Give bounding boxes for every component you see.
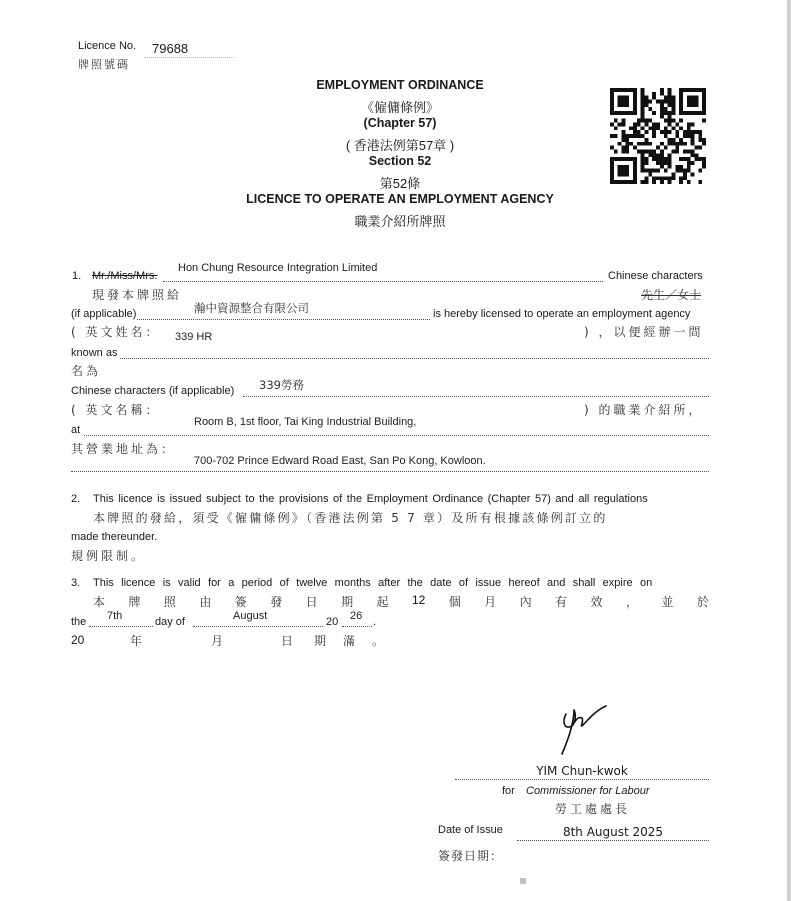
date-of-issue-label-cn: 簽發日期： <box>438 849 504 863</box>
ordinance-title-cn: 《僱傭條例》 <box>360 100 439 115</box>
expiry-year-suffix: 26 <box>350 610 363 622</box>
handwritten-signature <box>552 700 632 758</box>
cn-year: 年 <box>130 634 146 648</box>
section-1-number: 1. <box>72 270 82 282</box>
section-3-number: 3. <box>71 577 81 589</box>
section-3-cn-char: 牌 <box>128 595 141 609</box>
section-3-cn-char: 於 <box>696 595 709 609</box>
licence-number-label: Licence No. <box>78 40 137 52</box>
section-3-cn-char: 月 <box>484 595 497 609</box>
for-label: for <box>502 785 515 797</box>
licence-number: 79688 <box>152 41 189 56</box>
day-of-label: day of <box>155 616 185 628</box>
year-prefix-cn: 20 <box>71 633 85 647</box>
address-line-2: 700-702 Prince Edward Road East, San Po Kong, Kowloon. <box>194 455 486 467</box>
section-2-text-cn-cont: 規例限制。 <box>71 549 147 563</box>
licensee-name-cn: 瀚中資源整合有限公司 <box>194 301 309 315</box>
chinese-characters-label: Chinese characters <box>608 270 703 282</box>
agency-name-en: 339 HR <box>175 331 213 343</box>
section-3-cn-char: 12 <box>411 593 426 607</box>
qr-code-icon <box>610 88 706 184</box>
address-label-cn: 其營業地址為： <box>71 442 177 456</box>
section-3-cn-char: 本 <box>93 595 106 609</box>
known-as-label-cn: 名為 <box>71 364 102 378</box>
section-3-cn-char: 內 <box>519 595 532 609</box>
year-line <box>342 626 372 627</box>
commissioner-title-cn: 勞工處處長 <box>555 802 631 816</box>
licensee-name-en: Hon Chung Resource Integration Limited <box>178 262 378 274</box>
section-3-cn-char: 由 <box>199 595 212 609</box>
known-as-line <box>120 358 709 359</box>
expiry-month: August <box>233 610 268 622</box>
day-line <box>89 626 153 627</box>
section-3-cn-char: 起 <box>376 595 389 609</box>
address-line-2-dots <box>71 471 709 472</box>
section-3-cn-char: 效 <box>590 595 603 609</box>
at-label: at <box>71 424 81 436</box>
licence-number-underline <box>144 57 234 58</box>
licence-title-cn: 職業介紹所牌照 <box>354 214 446 229</box>
address-line-1-dots <box>84 435 709 436</box>
year-prefix: 20 <box>326 616 339 628</box>
licence-number-label-cn: 牌照號碼 <box>78 58 130 71</box>
agency-label-cn: ) 的職業介紹所， <box>584 403 704 417</box>
section-3-text-cn <box>93 593 709 610</box>
chinese-name-line <box>137 319 430 320</box>
page-edge-scrollbar <box>787 0 791 901</box>
section-3-cn-char: 照 <box>163 595 176 609</box>
date-of-issue: 8th August 2025 <box>562 825 664 839</box>
section-label-cn: 第52條 <box>379 176 421 191</box>
section-3-cn-char: 有 <box>555 595 568 609</box>
name-line <box>163 281 603 282</box>
date-of-issue-label: Date of Issue <box>438 824 503 836</box>
signature-line <box>455 779 709 780</box>
salutation-struck: Mr./Miss/Mrs. <box>92 270 158 282</box>
licensed-text: is hereby licensed to operate an employment agency <box>433 308 691 320</box>
to-operate-cn: ) ，以便經辦一間 <box>584 325 704 339</box>
section-label: Section 52 <box>368 154 432 168</box>
date-of-issue-line <box>517 840 709 841</box>
expiry-day: 7th <box>107 610 123 622</box>
section-3-cn-char: 並 <box>661 595 674 609</box>
section-3-text: This licence is valid for a period of twelve months after the date of issue hereof and shall expire on <box>93 577 653 589</box>
section-2-text-cn: 本牌照的發給，須受《僱傭條例》（香港法例第 5 7 章）及所有根據該條例訂立的 <box>93 511 608 525</box>
address-line-1: Room B, 1st floor, Tai King Industrial Building, <box>194 416 417 428</box>
issue-label-cn: 現發本牌照給 <box>92 288 183 302</box>
ordinance-title: EMPLOYMENT ORDINANCE <box>316 78 484 92</box>
agency-cn-line <box>243 396 709 397</box>
cn-period: 期 <box>314 634 330 648</box>
licence-title: LICENCE TO OPERATE AN EMPLOYMENT AGENCY <box>246 192 554 206</box>
english-name-label-cn: ( 英文姓名： <box>71 325 161 339</box>
commissioner-title: Commissioner for Labour <box>526 785 650 797</box>
signatory-name: YIM Chun-kwok <box>536 764 628 778</box>
seal-mark <box>520 878 526 884</box>
chapter-label-cn: ( 香港法例第57章 ) <box>345 138 455 153</box>
cn-full: 滿 <box>343 634 359 648</box>
agency-name-cn: 339勞務 <box>259 378 304 392</box>
section-3-cn-char: 簽 <box>234 595 247 609</box>
section-3-cn-char: 期 <box>341 595 354 609</box>
salutation-cn <box>641 286 701 303</box>
section-3-cn-char: 個 <box>448 595 461 609</box>
salutation-cn-text: 先生／女士 <box>641 288 702 302</box>
month-line <box>193 626 323 627</box>
cn-month: 月 <box>211 634 227 648</box>
section-3-cn-char: 日 <box>305 595 318 609</box>
section-3-cn-char: ， <box>625 595 638 609</box>
section-2-text: This licence is issued subject to the provisions of the Employment Ordinance (Chapter 57) and all regulations <box>93 493 648 505</box>
chinese-chars-if-applicable-label: Chinese characters (if applicable) <box>71 385 235 397</box>
cn-stop: 。 <box>372 634 388 648</box>
english-title-label-cn: ( 英文名稱： <box>71 403 161 417</box>
year-period: . <box>373 616 377 628</box>
section-2-text-cont: made thereunder. <box>71 531 158 543</box>
section-3-cn-char: 發 <box>270 595 283 609</box>
the-label: the <box>71 616 87 628</box>
if-applicable-label: (if applicable) <box>71 308 137 320</box>
chapter-label: (Chapter 57) <box>363 116 437 130</box>
known-as-label: known as <box>71 347 118 359</box>
section-2-number: 2. <box>71 493 81 505</box>
cn-day: 日 <box>281 634 297 648</box>
